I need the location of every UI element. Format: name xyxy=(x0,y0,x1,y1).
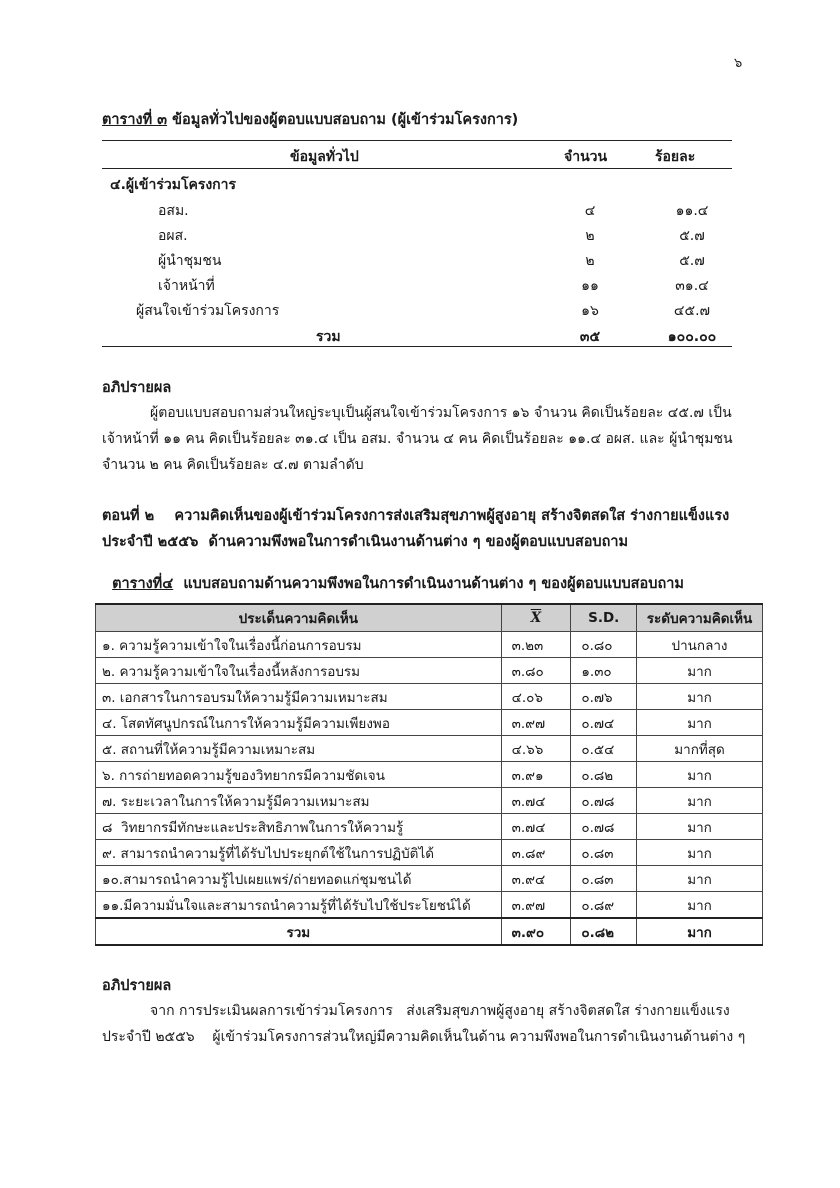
table4-header-sd: S.D. xyxy=(571,604,637,632)
discussion2-line: จาก การประเมินผลการเข้าร่วมโครงการ ส่งเสริมสุขภาพผู้สูงอายุ สร้างจิตสดใส ร่างกายแข็งแรง xyxy=(150,1003,730,1019)
table3-row-count: ๑๑ xyxy=(581,278,599,294)
table4-sd: ๐.๗๘ xyxy=(571,788,637,814)
table4-issue: ๑๐.สามารถนำความรู้ไปเผยแพร่/ถ่ายทอดแก่ชุมชนได้ xyxy=(96,866,502,892)
table4-total-sd: ๐.๘๒ xyxy=(571,918,637,945)
table3-row-percent: ๑๑.๔ xyxy=(675,203,709,219)
table4-level: ปานกลาง xyxy=(637,632,763,658)
table3-row-label: เจ้าหน้าที่ xyxy=(158,278,215,294)
table4-caption-label: ตารางที่๔ xyxy=(112,576,174,592)
table4-mean: ๓.๙๗ xyxy=(501,710,571,736)
table4-issue: ๕. สถานที่ให้ความรู้มีความเหมาะสม xyxy=(96,736,502,762)
table3-row-percent: ๕.๗ xyxy=(679,228,705,244)
table3-header-count: จำนวน xyxy=(564,149,608,165)
table4-sd: ๐.๗๔ xyxy=(571,710,637,736)
table4-mean: ๓.๘๐ xyxy=(501,658,571,684)
table4-level: มาก xyxy=(637,710,763,736)
discussion1-line: จำนวน ๒ คน คิดเป็นร้อยละ ๔.๗ ตามลำดับ xyxy=(102,457,364,473)
table4-issue: ๖. การถ่ายทอดความรู้ของวิทยากรมีความชัดเจน xyxy=(96,762,502,788)
table4-sd: ๑.๓๐ xyxy=(571,658,637,684)
table3-total-percent: ๑๐๐.๐๐ xyxy=(667,329,717,345)
table4-issue: ๘ วิทยากรมีทักษะและประสิทธิภาพในการให้ความรู้ xyxy=(96,814,502,840)
table4-sd: ๐.๗๖ xyxy=(571,684,637,710)
table4-sd: ๐.๗๘ xyxy=(571,814,637,840)
table4-mean: ๓.๗๔ xyxy=(501,788,571,814)
table4-sd: ๐.๘๒ xyxy=(571,762,637,788)
table3-group-label: ๔.ผู้เข้าร่วมโครงการ xyxy=(110,177,237,193)
table4-sd: ๐.๘๓ xyxy=(571,866,637,892)
table3-row-percent: ๕.๗ xyxy=(679,253,705,269)
table3-row-percent: ๔๕.๗ xyxy=(673,303,711,319)
table4-mean: ๔.๖๖ xyxy=(501,736,571,762)
table3-caption-label: ตารางที่ ๓ xyxy=(102,112,168,128)
table4-total-label: รวม xyxy=(96,918,502,945)
table4-issue: ๑. ความรู้ความเข้าใจในเรื่องนี้ก่อนการอบรม xyxy=(96,632,502,658)
table3-row-percent: ๓๑.๔ xyxy=(675,278,709,294)
table-row xyxy=(96,866,763,892)
table4-header-issue: ประเด็นความคิดเห็น xyxy=(96,604,502,632)
table4-total-mean: ๓.๙๐ xyxy=(501,918,571,945)
table-row xyxy=(96,684,763,710)
table3-header-percent: ร้อยละ xyxy=(655,149,696,165)
table4-level: มาก xyxy=(637,684,763,710)
table4-caption-text: แบบสอบถามด้านความพึงพอในการดำเนินงานด้านต่าง ๆ ของผู้ตอบแบบสอบถาม xyxy=(173,576,684,592)
table3-row-count: ๒ xyxy=(585,253,595,269)
table4-issue: ๗. ระยะเวลาในการให้ความรู้มีความเหมาะสม xyxy=(96,788,502,814)
table3-total-count: ๓๕ xyxy=(579,329,601,345)
table3-row-count: ๒ xyxy=(585,228,595,244)
table4-sd: ๐.๘๐ xyxy=(571,632,637,658)
table4-mean: ๓.๙๗ xyxy=(501,892,571,919)
table3-row-label: อสม. xyxy=(158,203,189,219)
table-row xyxy=(96,710,763,736)
table4-mean: ๓.๗๔ xyxy=(501,814,571,840)
table-row xyxy=(96,892,763,919)
table4-sd: ๐.๘๓ xyxy=(571,840,637,866)
table-row xyxy=(96,658,763,684)
table4-total-level: มาก xyxy=(637,918,763,945)
table3-row-count: ๔ xyxy=(584,203,596,219)
discussion2-heading: อภิปรายผล xyxy=(102,978,172,994)
discussion2-line: ประจำปี ๒๕๕๖ ผู้เข้าร่วมโครงการส่วนใหญ่มีความคิดเห็นในด้าน ความพึงพอในการดำเนินงานด้านต่าง ๆ xyxy=(102,1029,746,1045)
table4-issue: ๓. เอกสารในการอบรมให้ความรู้มีความเหมาะสม xyxy=(96,684,502,710)
table4-mean: ๓.๙๑ xyxy=(501,762,571,788)
table-row xyxy=(96,736,763,762)
table4-header-level: ระดับความคิดเห็น xyxy=(637,604,763,632)
table4-level: มาก xyxy=(637,814,763,840)
table4-sd: ๐.๘๙ xyxy=(571,892,637,919)
table4-issue: ๙. สามารถนำความรู้ที่ได้รับไปประยุกต์ใช้ในการปฏิบัติได้ xyxy=(96,840,502,866)
table-row xyxy=(96,632,763,658)
table4-level: มาก xyxy=(637,762,763,788)
table4-sd: ๐.๕๔ xyxy=(571,736,637,762)
table3-bottom-rule xyxy=(102,346,732,347)
table4-caption xyxy=(102,556,684,595)
discussion1-line: เจ้าหน้าที่ ๑๑ คน คิดเป็นร้อยละ ๓๑.๔ เป็น อสม. จำนวน ๔ คน คิดเป็นร้อยละ ๑๑.๔ อผส. และ ผู้นำชุมชน xyxy=(102,431,733,447)
table-row xyxy=(96,788,763,814)
table-row xyxy=(96,814,763,840)
table4 xyxy=(95,603,763,946)
table4-issue: ๑๑.มีความมั่นใจและสามารถนำความรู้ที่ได้รับไปใช้ประโยชน์ได้ xyxy=(96,892,502,919)
page-number: ๖ xyxy=(734,56,743,71)
table3-row-label: ผู้สนใจเข้าร่วมโครงการ xyxy=(136,303,280,319)
table3-top-rule xyxy=(102,140,732,141)
table4-header-mean-symbol: $\overline{X}$ xyxy=(530,610,542,626)
table4-level: มาก xyxy=(637,788,763,814)
table4-header-mean xyxy=(501,604,571,632)
table4-header-row xyxy=(96,604,763,632)
table4-mean: ๓.๙๔ xyxy=(501,866,571,892)
part2-heading-line1: ตอนที่ ๒ ความคิดเห็นของผู้เข้าร่วมโครงการส่งเสริมสุขภาพผู้สูงอายุ สร้างจิตสดใส ร่างกายแข็งแรง xyxy=(102,508,730,524)
table3-row-count: ๑๖ xyxy=(581,303,599,319)
table4-level: มาก xyxy=(637,840,763,866)
table4-mean: ๓.๒๓ xyxy=(501,632,571,658)
table4-total-row xyxy=(96,918,763,945)
table4-mean: ๔.๐๖ xyxy=(501,684,571,710)
table4-level: มาก xyxy=(637,866,763,892)
table3-total-label: รวม xyxy=(316,329,341,345)
table4-issue: ๔. โสตทัศนูปกรณ์ในการให้ความรู้มีความเพียงพอ xyxy=(96,710,502,736)
table3-caption xyxy=(102,108,518,131)
table-row xyxy=(96,840,763,866)
table4-mean: ๓.๘๙ xyxy=(501,840,571,866)
table4-issue: ๒. ความรู้ความเข้าใจในเรื่องนี้หลังการอบรม xyxy=(96,658,502,684)
table3-header-info: ข้อมูลทั่วไป xyxy=(290,149,359,165)
table3-caption-text: ข้อมูลทั่วไปของผู้ตอบแบบสอบถาม (ผู้เข้าร่วมโครงการ) xyxy=(167,112,519,128)
discussion1-line: ผู้ตอบแบบสอบถามส่วนใหญ่ระบุเป็นผู้สนใจเข้าร่วมโครงการ ๑๖ จำนวน คิดเป็นร้อยละ ๔๕.๗ เป็น xyxy=(150,405,732,421)
table4-level: มาก xyxy=(637,658,763,684)
part2-heading-line2: ประจำปี ๒๕๕๖ ด้านความพึงพอในการดำเนินงานด้านต่าง ๆ ของผู้ตอบแบบสอบถาม xyxy=(102,534,629,550)
table3-header-rule xyxy=(102,168,732,169)
discussion1-heading: อภิปรายผล xyxy=(102,380,172,396)
table-row xyxy=(96,762,763,788)
table4-level: มากที่สุด xyxy=(637,736,763,762)
table4-level: มาก xyxy=(637,892,763,919)
table3-row-label: อผส. xyxy=(158,228,188,244)
table3-row-label: ผู้นำชุมชน xyxy=(158,253,222,269)
